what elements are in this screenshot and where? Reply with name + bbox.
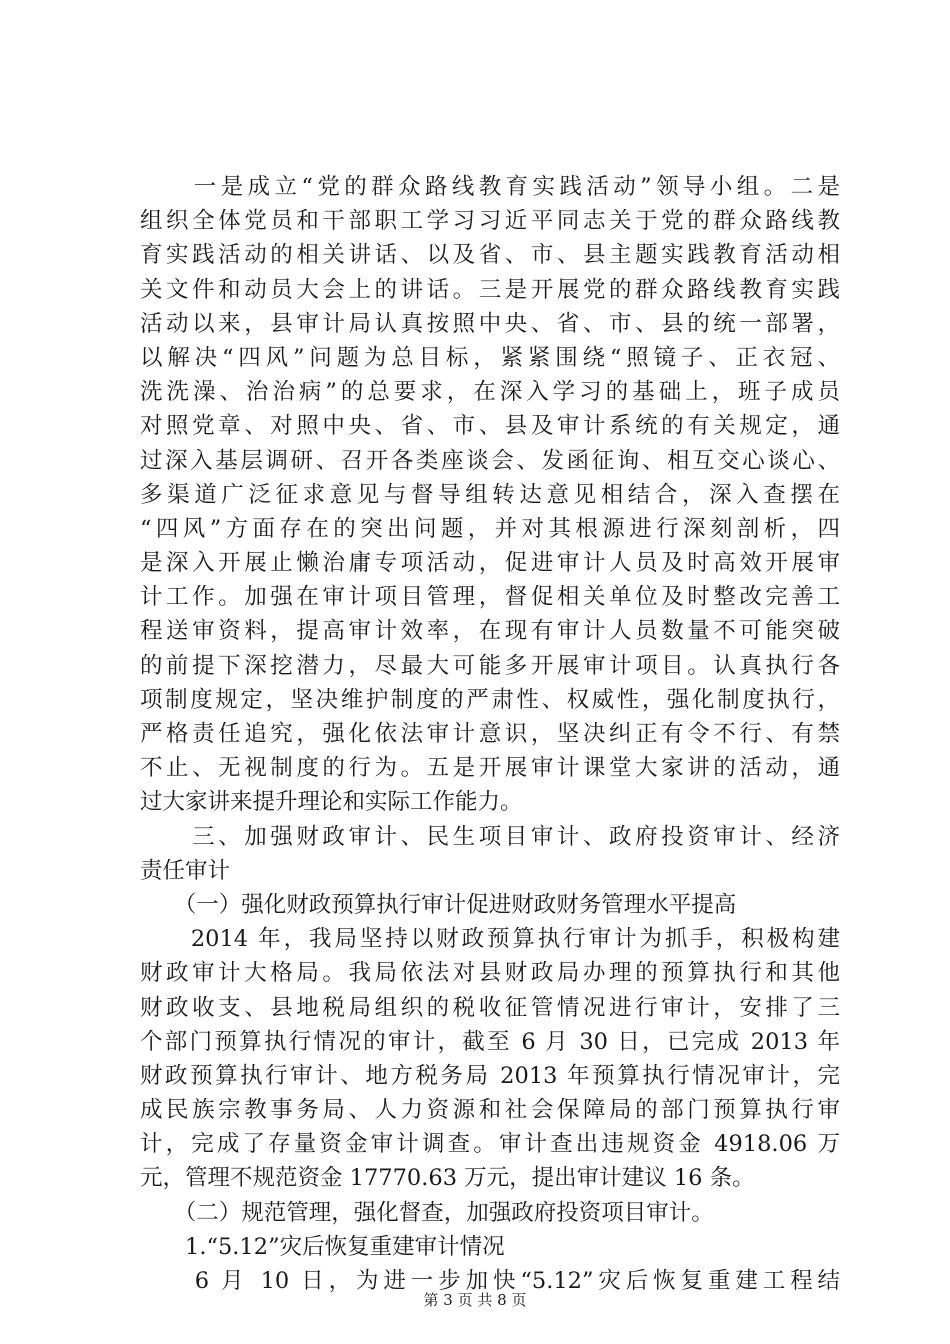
text-line: 计工作。加强在审计项目管理，督促相关单位及时整改完善工 (140, 584, 840, 611)
text-line: 关文件和动员大会上的讲话。三是开展党的群众路线教育实践 (140, 276, 840, 303)
text-line: 一是成立“党的群众路线教育实践活动”领导小组。二是 (140, 174, 840, 200)
text-line: 洗洗澡、治治病”的总要求，在深入学习的基础上，班子成员 (140, 379, 840, 406)
text-line: 6 月 10 日，为进一步加快“5.12”灾后恢复重建工程结 (140, 1268, 840, 1294)
text-line: 组织全体党员和干部职工学习习近平同志关于党的群众路线教 (140, 208, 840, 235)
text-line: 以解决“四风”问题为总目标，紧紧围绕“照镜子、正衣冠、 (140, 344, 840, 371)
subsection-heading: （二）规范管理，强化督查，加强政府投资项目审计。 (140, 1199, 714, 1226)
text-line: 育实践活动的相关讲话、以及省、市、县主题实践教育活动相 (140, 242, 840, 269)
document-body (140, 170, 840, 1298)
text-line: 的前提下深挖潜力，尽最大可能多开展审计项目。认真执行各 (140, 652, 840, 679)
text-line: 严格责任追究，强化依法审计意识，坚决纠正有令不行、有禁 (140, 721, 840, 747)
text-line: 财政预算执行审计、地方税务局 2013 年预算执行情况审计，完 (140, 1062, 840, 1089)
text-line: “四风”方面存在的突出问题，并对其根源进行深刻剖析，四 (140, 515, 840, 542)
page-number-footer: 第 3 页 共 8 页 (423, 1291, 527, 1309)
text-line: 程送审资料，提高审计效率，在现有审计人员数量不可能突破 (140, 618, 840, 645)
text-line: 活动以来，县审计局认真按照中央、省、市、县的统一部署， (140, 310, 840, 337)
text-line: 个部门预算执行情况的审计，截至 6 月 30 日，已完成 2013 年 (140, 1028, 840, 1055)
section-heading: 三、加强财政审计、民生项目审计、政府投资审计、经济 (140, 823, 840, 850)
item-heading: 1.“5.12”灾后恢复重建审计情况 (140, 1233, 505, 1260)
text-line: 多渠道广泛征求意见与督导组转达意见相结合，深入查摆在 (140, 481, 840, 508)
text-line: 过大家讲来提升理论和实际工作能力。 (140, 789, 523, 816)
text-line: 是深入开展止懒治庸专项活动，促进审计人员及时高效开展审 (140, 550, 840, 577)
section-heading: 责任审计 (140, 857, 231, 884)
text-line: 计，完成了存量资金审计调查。审计查出违规资金 4918.06 万 (140, 1131, 840, 1158)
subsection-heading: （一）强化财政预算执行审计促进财政财务管理水平提高 (140, 891, 737, 918)
text-line: 过深入基层调研、召开各类座谈会、发函征询、相互交心谈心、 (140, 447, 840, 474)
text-line: 财政收支、县地税局组织的税收征管情况进行审计，安排了三 (140, 994, 840, 1021)
text-line: 财政审计大格局。我局依法对县财政局办理的预算执行和其他 (140, 960, 840, 987)
text-line: 成民族宗教事务局、人力资源和社会保障局的部门预算执行审 (140, 1097, 840, 1124)
text-line: 2014 年，我局坚持以财政预算执行审计为抓手，积极构建 (140, 926, 840, 953)
text-line: 不止、无视制度的行为。五是开展审计课堂大家讲的活动，通 (140, 755, 840, 782)
text-line: 项制度规定，坚决维护制度的严肃性、权威性，强化制度执行， (140, 686, 840, 713)
text-line: 元，管理不规范资金 17770.63 万元，提出审计建议 16 条。 (140, 1165, 755, 1192)
text-line: 对照党章、对照中央、省、市、县及审计系统的有关规定，通 (140, 413, 840, 440)
